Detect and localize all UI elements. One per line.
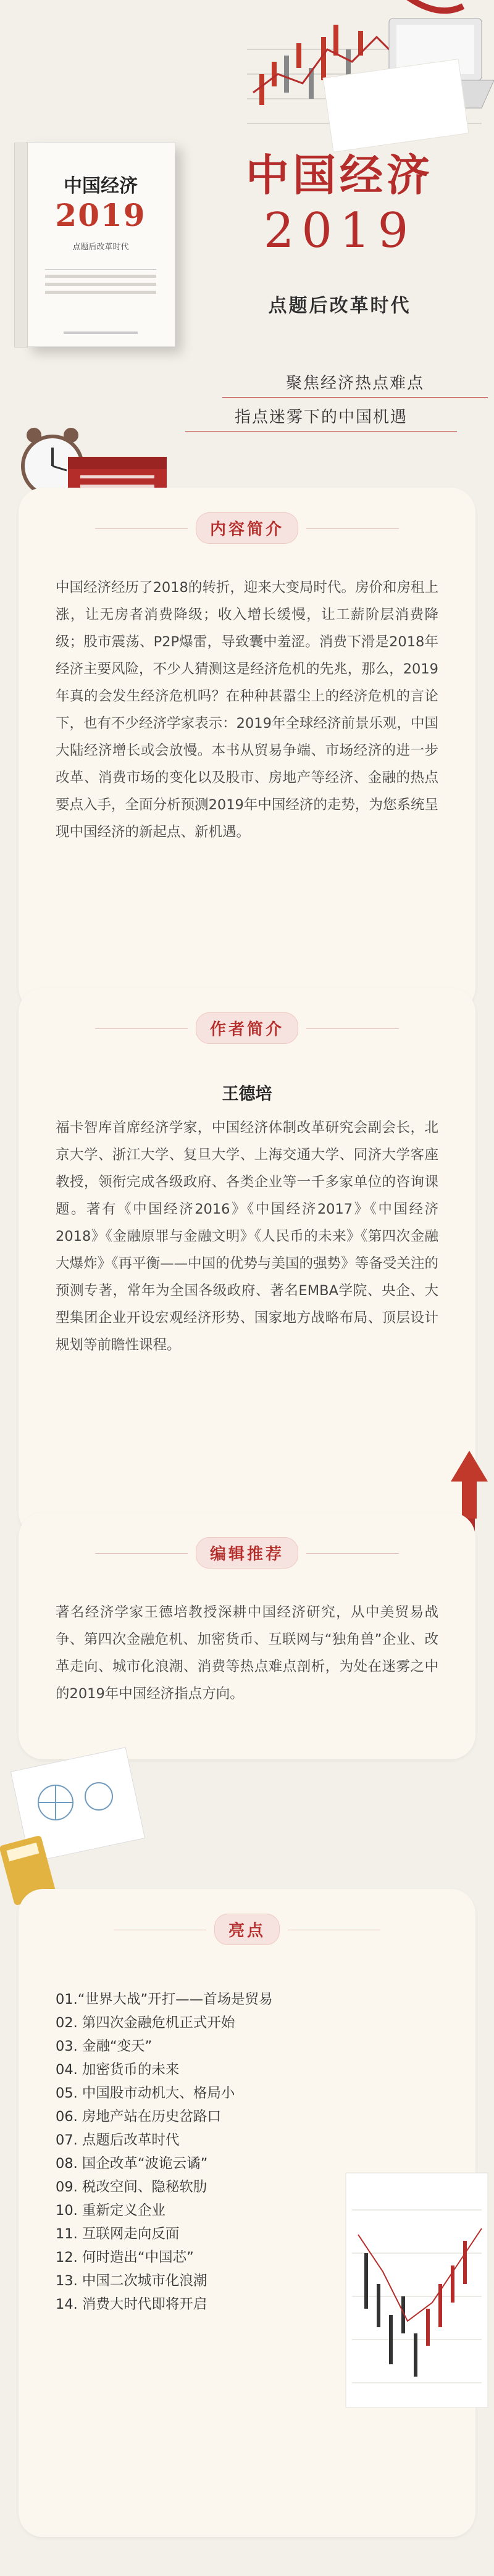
highlight-item: 07. 点题后改革时代 [56, 2132, 180, 2148]
book-cover-publisher-bar [64, 331, 138, 334]
editor-card [19, 1512, 475, 1759]
highlight-item: 05. 中国股市动机大、格局小 [56, 2085, 235, 2101]
book-cover-title: 中国经济 [64, 175, 138, 197]
highlight-item: 01.“世界大战”开打——首场是贸易 [56, 1991, 273, 2007]
intro-section-label: 内容简介 [196, 512, 298, 544]
author-section-label: 作者简介 [196, 1012, 298, 1044]
book-cover-blurb [45, 269, 156, 294]
book-spine [14, 143, 28, 348]
book-cover-year: 2019 [55, 197, 146, 233]
page-subtitle: 点题后改革时代 [268, 295, 411, 317]
page-title: 中国经济 [246, 149, 433, 201]
highlight-item: 06. 房地产站在历史岔路口 [56, 2109, 221, 2125]
highlight-item: 03. 金融“变天” [56, 2038, 153, 2054]
highlight-item: 11. 互联网走向反面 [56, 2226, 180, 2242]
book-cover-subtitle: 点题后改革时代 [72, 243, 129, 252]
book-cover [26, 142, 175, 347]
highlights-section-label: 亮点 [214, 1914, 280, 1945]
highlight-item: 12. 何时造出“中国芯” [56, 2249, 194, 2265]
intro-text: 中国经济经历了2018的转折，迎来大变局时代。房价和房租上涨，让无房者消费降级；收入增长缓慢，让工薪阶层消费降级；股市震荡、P2P爆雷，导致囊中羞涩。消费下滑是2018年经济主要风险，不少人猜测这是经济危机的先兆，那么，2019年真的会发生经济危机吗？在种种甚嚣尘上的经济危机的言论下，也有不少经济学家表示：2019年全球经济前景乐观，中国大陆经济增长或会放慢。本书从贸易争端、市场经济的进一步改革、消费市场的变化以及股市、房地产等经济、金融的热点要点入手，全面分析预测2019年中国经济的走势，为您系统呈现中国经济的新起点、新机遇。 [56, 580, 438, 840]
highlight-item: 09. 税改空间、隐秘软肋 [56, 2179, 207, 2195]
intro-card [19, 488, 475, 1012]
editor-text: 著名经济学家王德培教授深耕中国经济研究，从中美贸易战争、第四次金融危机、加密货币、互联网与“独角兽”企业、改革走向、城市化浪潮、消费等热点难点剖析，为处在迷雾之中的2019年中国经济指点方向。 [56, 1604, 438, 1702]
tagline-1: 聚焦经济热点难点 [222, 370, 488, 398]
author-name: 王德培 [222, 1085, 272, 1104]
highlight-item: 08. 国企改革“波诡云谲” [56, 2156, 208, 2172]
highlight-item: 14. 消费大时代即将开启 [56, 2296, 207, 2312]
highlight-item: 13. 中国二次城市化浪潮 [56, 2273, 207, 2289]
calculator-documents-illustration [0, 1747, 173, 1907]
highlight-item: 02. 第四次金融危机正式开始 [56, 2015, 235, 2031]
page-title-year: 2019 [263, 203, 416, 259]
candlestick-chart-illustration [333, 2161, 494, 2420]
author-bio-text: 福卡智库首席经济学家，中国经济体制改革研究会副会长，北京大学、浙江大学、复旦大学、上海交通大学、同济大学客座教授，领衔完成各级政府、各类企业等一千多家单位的咨询课题。著有《中国经济2016》《中国经济2017》《中国经济2018》《金融原罪与金融文明》《人民币的未来》《第四次金融大爆炸》《再平衡——中国的优势与美国的强势》等备受关注的预测专著，常年为全国各级政府、著名EMBA学院、央企、大型集团企业开设宏观经济形势、国家地方战略布局、顶层设计规划等前瞻性课程。 [56, 1120, 438, 1353]
tagline-2: 指点迷雾下的中国机遇 [185, 404, 457, 431]
highlight-item: 10. 重新定义企业 [56, 2203, 165, 2219]
editor-section-label: 编辑推荐 [196, 1537, 298, 1569]
highlight-item: 04. 加密货币的未来 [56, 2062, 180, 2078]
